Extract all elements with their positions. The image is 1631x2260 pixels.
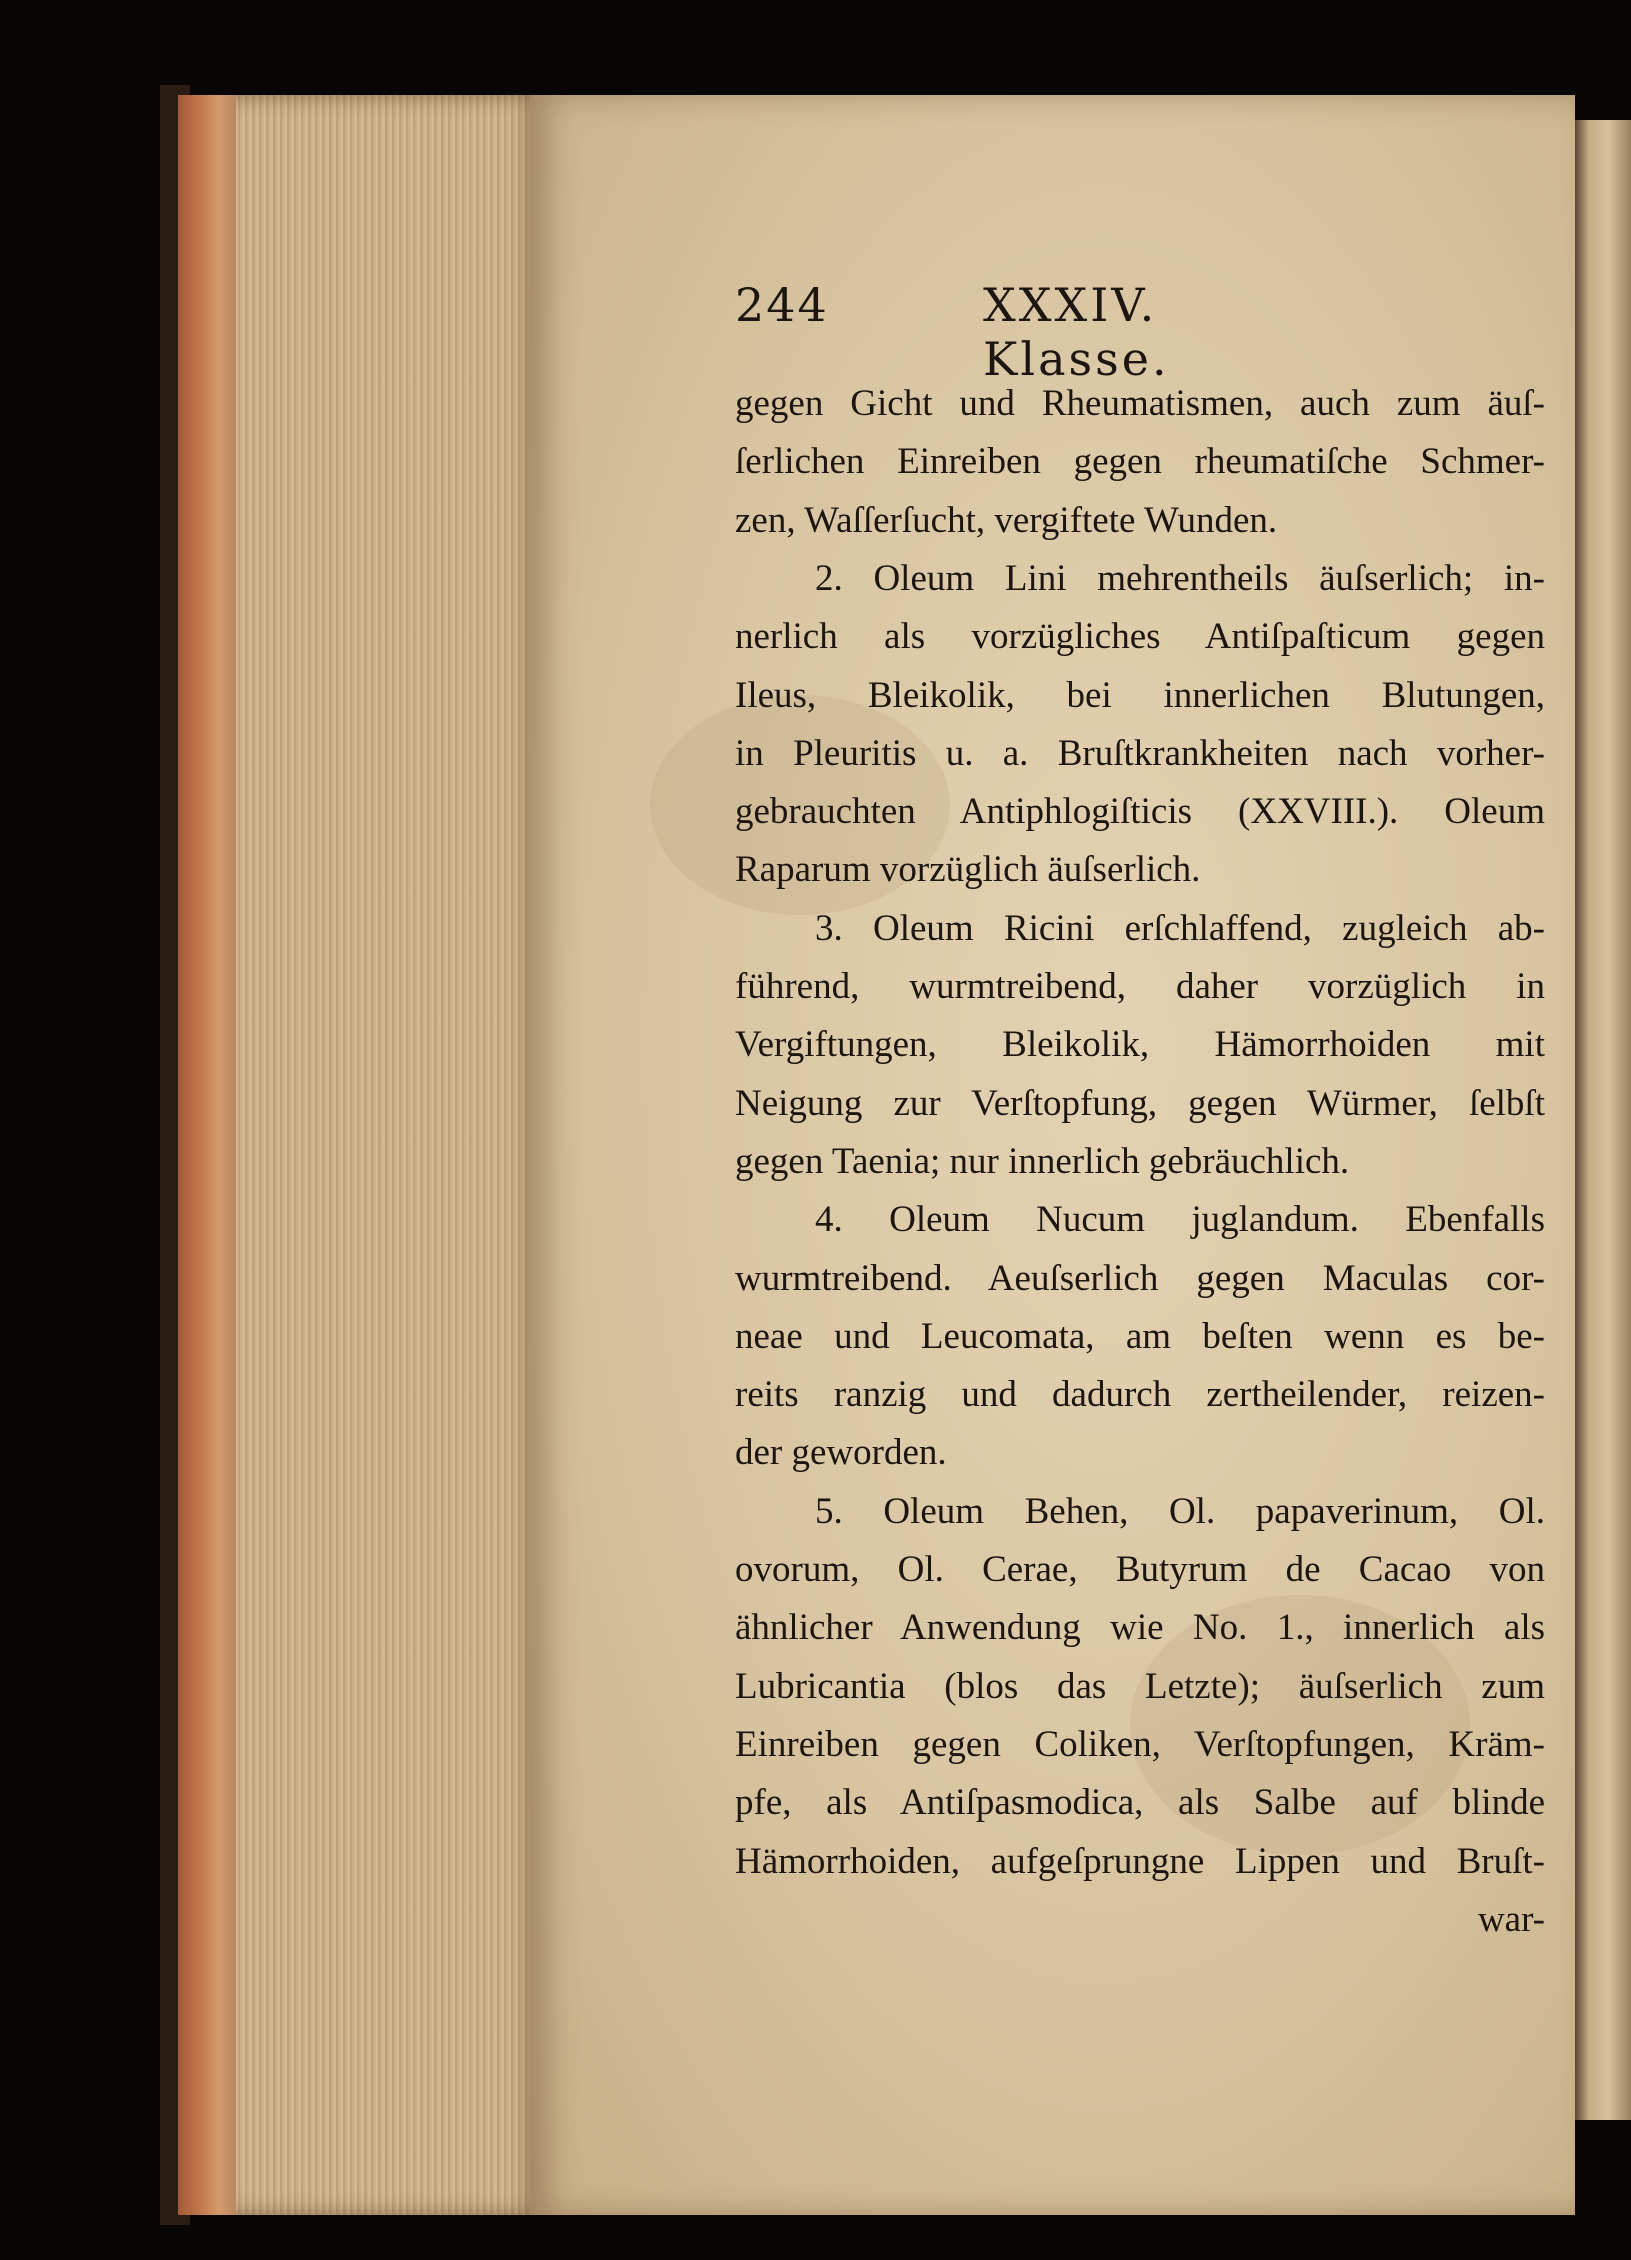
text-line: der geworden. <box>735 1432 947 1474</box>
text-line: nerlich als vorzügliches Antiſpaſticum gegen <box>735 616 1545 658</box>
text-line: 3. Oleum Ricini erſchlaffend, zugleich ab- <box>815 907 1545 949</box>
page-number: 244 <box>735 278 829 332</box>
text-line: Vergiftungen, Bleikolik, Hämorrhoiden mit <box>735 1024 1545 1066</box>
text-line: gegen Taenia; nur innerlich gebräuchlich. <box>735 1140 1350 1182</box>
text-line: ovorum, Ol. Cerae, Butyrum de Cacao von <box>735 1549 1545 1590</box>
text-line: 5. Oleum Behen, Ol. papaverinum, Ol. <box>815 1490 1545 1532</box>
text-line: pfe, als Antiſpasmodica, als Salbe auf blinde <box>735 1782 1545 1824</box>
text-line: führend, wurmtreibend, daher vorzüglich in <box>735 966 1545 1007</box>
text-line: war- <box>1477 1898 1545 1940</box>
text-line: Neigung zur Verſtopfung, gegen Würmer, ſelbſt <box>735 1082 1545 1124</box>
text-line: gegen Gicht und Rheumatismen, auch zum äuſ- <box>735 383 1545 424</box>
text-line: Raparum vorzüglich äuſserlich. <box>735 849 1201 891</box>
text-line: reits ranzig und dadurch zertheilender, reizen- <box>735 1374 1545 1416</box>
text-line: 2. Oleum Lini mehrentheils äuſserlich; in- <box>815 557 1545 599</box>
running-header <box>735 270 1305 386</box>
text-line: in Pleuritis u. a. Bruſtkrankheiten nach vorher- <box>735 732 1545 774</box>
text-line: wurmtreibend. Aeuſserlich gegen Maculas cor- <box>735 1257 1545 1299</box>
running-title: XXXIV. Klasse. <box>983 278 1170 386</box>
text-line: Einreiben gegen Coliken, Verſtopfungen, Kräm- <box>735 1723 1545 1765</box>
text-line: Hämorrhoiden, aufgeſprungne Lippen und Bruſt- <box>735 1840 1545 1882</box>
text-line: zen, Waſſerſucht, vergiftete Wunden. <box>735 499 1278 541</box>
text-line: Ileus, Bleikolik, bei innerlichen Blutungen, <box>735 674 1545 716</box>
facing-page-edge <box>1575 120 1631 2120</box>
text-line: ähnlicher Anwendung wie No. 1., innerlich als <box>735 1607 1545 1649</box>
text-line: neae und Leucomata, am beſten wenn es be- <box>735 1315 1545 1357</box>
text-line: Lubricantia (blos das Letzte); äuſserlich zum <box>735 1665 1545 1707</box>
text-line: gebrauchten Antiphlogiſticis (XXVIII.). Oleum <box>735 791 1545 833</box>
book-red-edge <box>178 95 236 2215</box>
text-line: ſerlichen Einreiben gegen rheumatiſche Schmer- <box>735 441 1545 483</box>
text-line: 4. Oleum Nucum juglandum. Ebenfalls <box>815 1199 1545 1241</box>
